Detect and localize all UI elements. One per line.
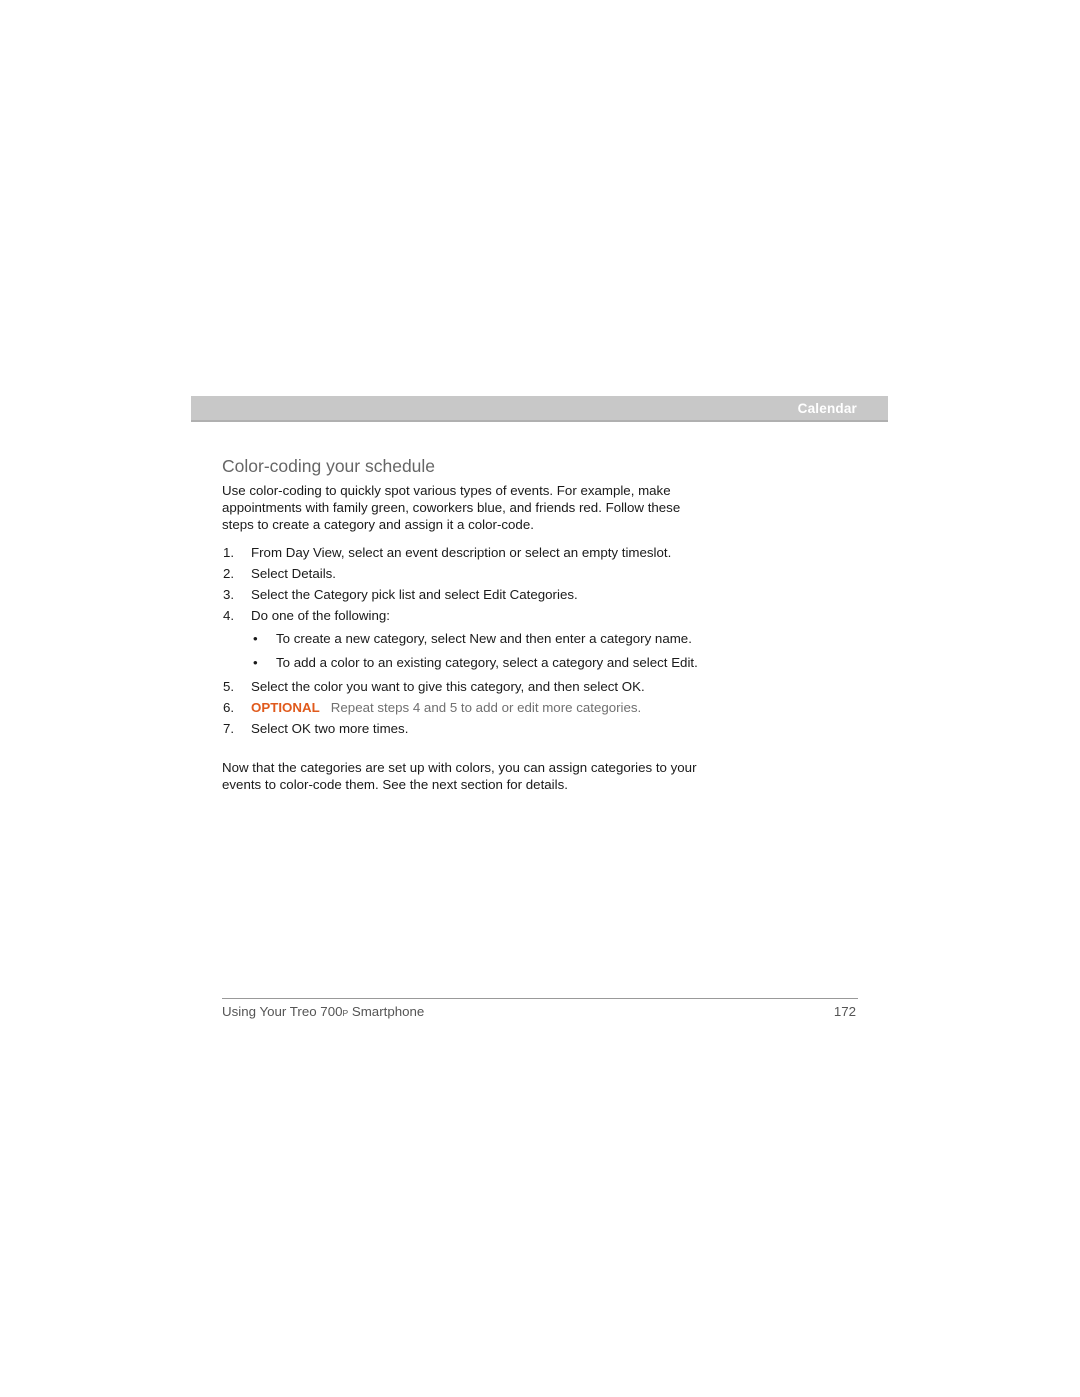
step-number: 3. bbox=[223, 587, 235, 602]
step-text: Select OK two more times. bbox=[251, 721, 409, 736]
step-text: Select the Category pick list and select Edit Categories. bbox=[251, 587, 578, 602]
sub-item-text: To create a new category, select New and then enter a category name. bbox=[276, 631, 692, 646]
footer-divider bbox=[222, 998, 858, 999]
footer-title-prefix: Using Your Treo 700 bbox=[222, 1004, 343, 1019]
step-number: 4. bbox=[223, 608, 235, 623]
list-item bbox=[222, 586, 712, 603]
steps-list bbox=[222, 544, 712, 737]
optional-tag: OPTIONAL bbox=[251, 700, 320, 715]
list-item bbox=[222, 607, 712, 671]
step-number: 1. bbox=[223, 545, 235, 560]
step-number: 6. bbox=[223, 700, 235, 715]
section-label: Calendar bbox=[797, 401, 857, 416]
footer-title bbox=[222, 1004, 424, 1019]
list-item bbox=[222, 544, 712, 561]
step-text: Do one of the following: bbox=[251, 608, 390, 623]
page-number: 172 bbox=[833, 1004, 856, 1019]
list-item bbox=[222, 699, 712, 716]
step-text: Repeat steps 4 and 5 to add or edit more categories. bbox=[330, 700, 642, 715]
sub-item-text: To add a color to an existing category, select a category and select Edit. bbox=[276, 655, 698, 670]
bullet-icon: • bbox=[253, 655, 258, 670]
step-number: 2. bbox=[223, 566, 235, 581]
step-text: From Day View, select an event description or select an empty timeslot. bbox=[251, 545, 672, 560]
sub-list bbox=[251, 630, 712, 671]
closing-paragraph: Now that the categories are set up with colors, you can assign categories to your events to color-code them. See the next section for details. bbox=[222, 760, 697, 792]
main-content bbox=[222, 455, 712, 793]
sub-list-item bbox=[251, 630, 712, 647]
footer-title-sub: P bbox=[342, 1008, 349, 1018]
list-item bbox=[222, 565, 712, 582]
bullet-icon: • bbox=[253, 631, 258, 646]
list-item bbox=[222, 678, 712, 695]
page-title: Color-coding your schedule bbox=[222, 456, 436, 476]
list-item bbox=[222, 720, 712, 737]
section-header-bar bbox=[191, 396, 888, 422]
footer-title-suffix: Smartphone bbox=[348, 1004, 425, 1019]
step-number: 7. bbox=[223, 721, 235, 736]
step-text: Select the color you want to give this category, and then select OK. bbox=[251, 679, 645, 694]
step-text: Select Details. bbox=[251, 566, 336, 581]
step-number: 5. bbox=[223, 679, 235, 694]
sub-list-item bbox=[251, 654, 712, 671]
intro-paragraph: Use color-coding to quickly spot various types of events. For example, make appointments with family green, coworkers blue, and friends red. Follow these steps to create a category and assign it a color-code. bbox=[222, 483, 681, 532]
